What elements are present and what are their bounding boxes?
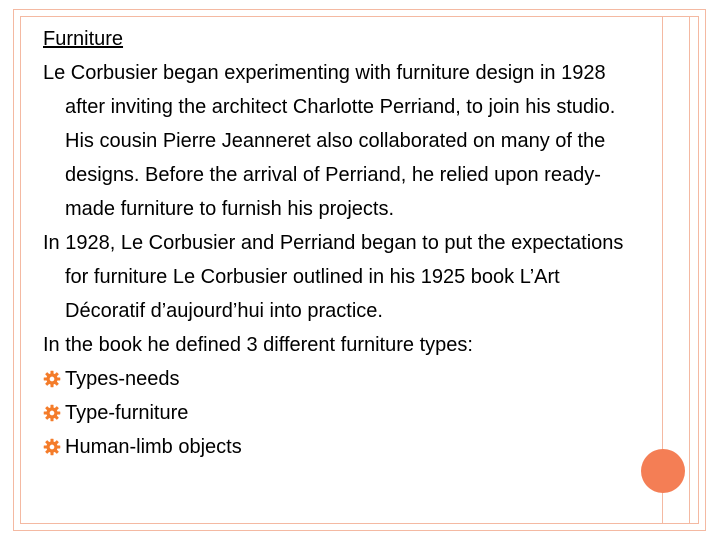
- list-item: [43, 396, 643, 430]
- paragraph-types-intro: In the book he defined 3 different furniture types:: [43, 334, 473, 356]
- gear-icon: [43, 438, 61, 456]
- slide-content: [43, 22, 643, 464]
- section-heading: Furniture: [43, 28, 124, 50]
- paragraph-1928: In 1928, Le Corbusier and Perriand began to put the expectations for furniture Le Corbusier outlined in his 1925 book L’Art Décoratif d’aujourd’hui into practice.: [43, 232, 624, 322]
- margin-line-right: [689, 16, 690, 524]
- furniture-types-list: [43, 362, 643, 464]
- gear-icon: [43, 370, 61, 388]
- paragraph-intro: Le Corbusier began experimenting with furniture design in 1928 after inviting the architect Charlotte Perriand, to join his studio. His cousin Pierre Jeanneret also collaborated on many of the designs. Before the arrival of Perriand, he relied upon ready-made furniture to furnish his projects.: [43, 62, 616, 220]
- list-item-label: Human-limb objects: [65, 436, 242, 458]
- gear-icon: [43, 404, 61, 422]
- decorative-orb: [641, 449, 685, 493]
- margin-line-left: [662, 16, 663, 524]
- list-item: [43, 430, 643, 464]
- list-item-label: Types-needs: [65, 368, 180, 390]
- list-item-label: Type-furniture: [65, 402, 189, 424]
- list-item: [43, 362, 643, 396]
